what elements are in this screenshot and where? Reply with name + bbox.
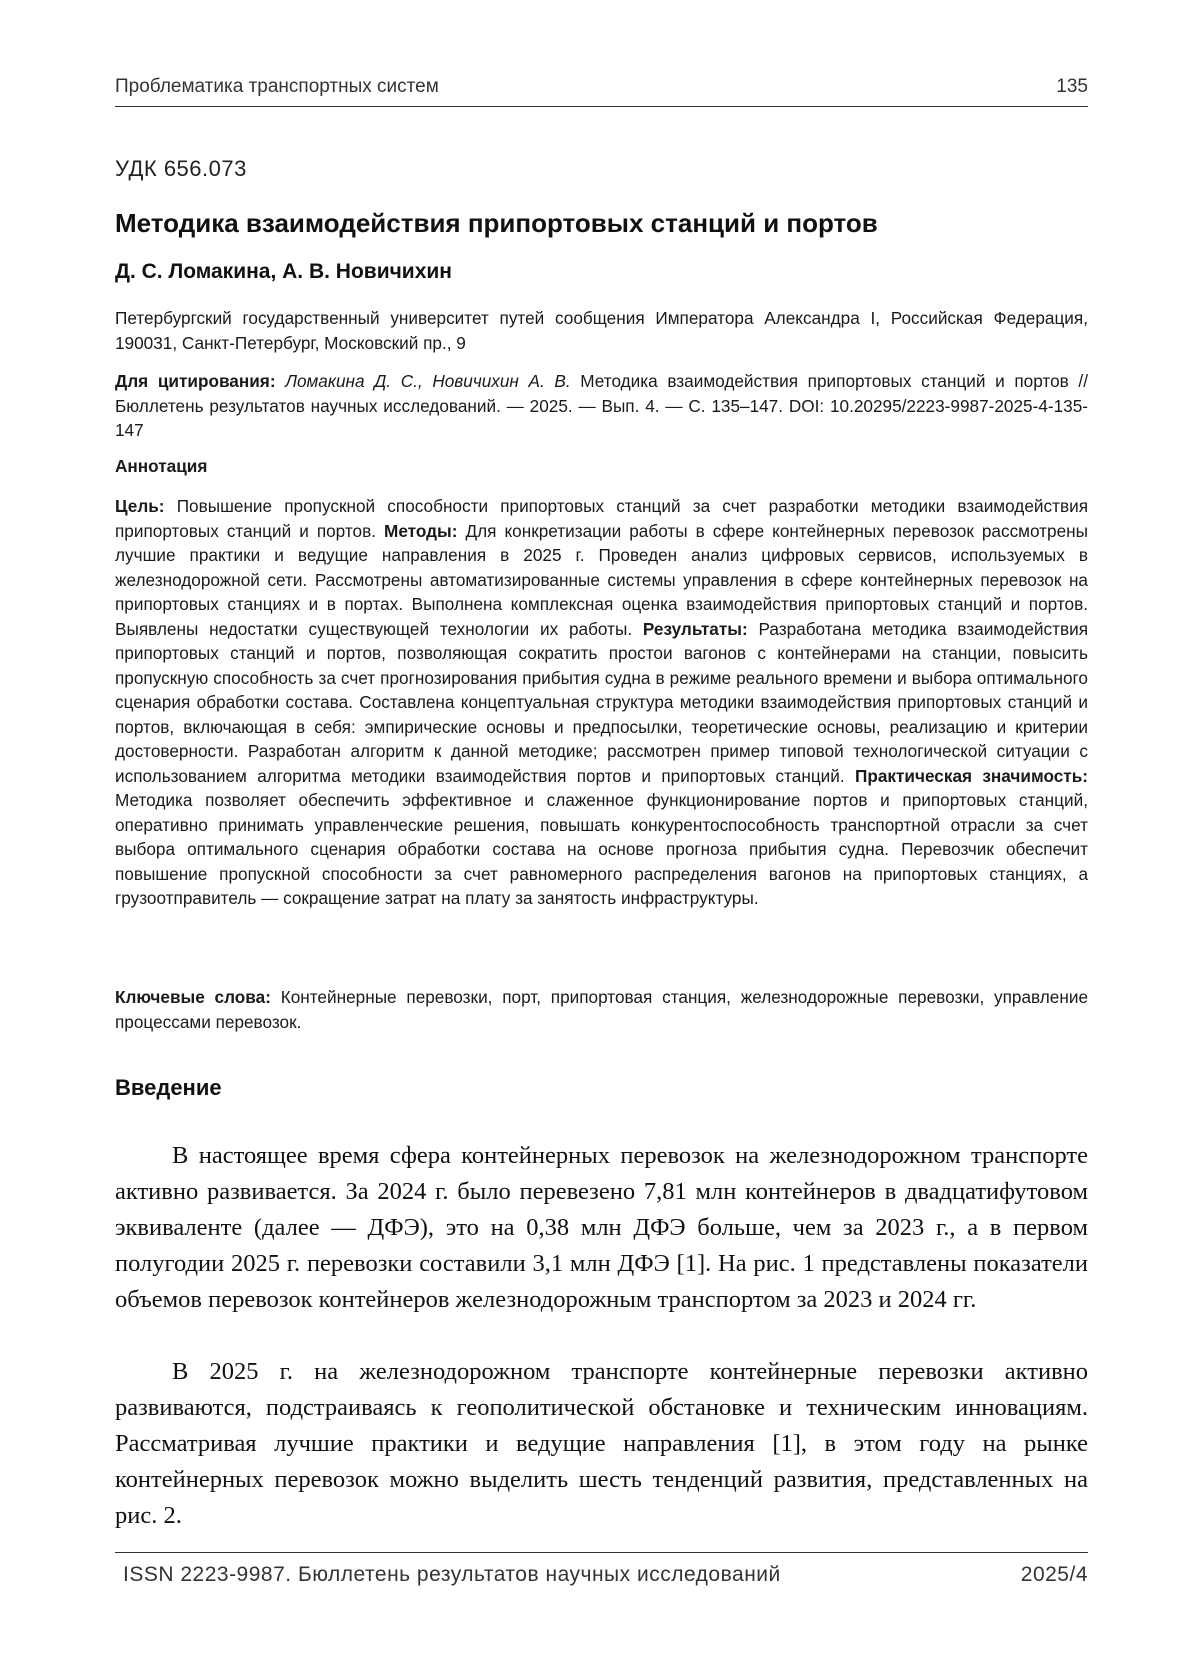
results-label: Результаты: [642, 618, 748, 639]
footer-journal: ISSN 2223-9987. Бюллетень результатов научных исследований [123, 1563, 781, 1586]
running-header [115, 76, 1088, 107]
footer-issue: 2025/4 [1020, 1563, 1088, 1586]
goal-label: Цель: [115, 496, 165, 516]
methods-text: Для конкретизации работы в сфере контейнерных перевозок рассмотрены лучшие практики и ведущие направления в 2025 г. Проведен анализ цифровых сервисов, используемых в железнодорожной сети. Рассмотрены автоматизированные системы управления в сфере контейнерных перевозок на припортовых станциях и в портах. Выполнена комплексная оценка взаимодействия припортовых станций и портов. Выявлены недостатки существующей технологии их работы. [115, 520, 1089, 639]
abstract [115, 494, 1088, 911]
citation-authors: Ломакина Д. С., Новичихин А. В. [285, 371, 571, 391]
introduction-paragraph-1 [115, 1138, 1088, 1318]
keywords-text: Контейнерные перевозки, порт, припортовая станция, железнодорожные перевозки, управление процессами перевозок. [115, 987, 1089, 1032]
affiliation: Петербургский государственный университет путей сообщения Императора Александра I, Российская Федерация, 190031, Санкт-Петербург, Московский пр., 9 [115, 308, 1088, 353]
keywords-label: Ключевые слова: [115, 987, 271, 1007]
citation [115, 369, 1088, 443]
journal-section: Проблематика транспортных систем [115, 76, 439, 97]
introduction-paragraph-2 [115, 1354, 1088, 1534]
goal-text: Повышение пропускной способности припортовых станций за счет разработки методики взаимодействия припортовых станций и портов. [115, 496, 1088, 541]
running-footer [115, 1552, 1088, 1593]
paragraph-text: В 2025 г. на железнодорожном транспорте контейнерные перевозки активно развиваются, подстраиваясь к геополитической обстановке и техническим инновациям. Рассматривая лучшие практики и ведущие направления [1], в этом году на рынке контейнерных перевозок можно выделить шесть тенденций развития, представленных на рис. 2. [115, 1358, 1088, 1529]
methods-label: Методы: [384, 520, 458, 541]
udk-code: УДК 656.073 [115, 156, 247, 181]
page-number: 135 [1056, 76, 1088, 97]
citation-text: Методика взаимодействия припортовых станций и портов // Бюллетень результатов научных исследований. — 2025. — Вып. 4. — С. 135–147. DOI: 10.20295/2223-9987-2025-4-135-147 [115, 371, 1088, 440]
results-text: Разработана методика взаимодействия припортовых станций и портов, позволяющая сократить простои вагонов с контейнерами на станции, повысить пропускную способность за счет прогнозирования прибытия судна в режиме реального времени и выбора оптимального сценария обработки состава. Составлена концептуальная структура методики взаимодействия припортовых станций и портов, включающая в себя: эмпирические основы и предпосылки, теоретические основы, реализацию и критерии достоверности. Разработан алгоритм к данной методике; рассмотрен пример типовой технологической ситуации с использованием алгоритма методики взаимодействия портов и припортовых станций. [115, 618, 1088, 786]
introduction-heading: Введение [115, 1075, 222, 1100]
annotation-heading: Аннотация [115, 456, 208, 476]
practical-text: Методика позволяет обеспечить эффективное и слаженное функционирование портов и припортовых станций, оперативно принимать управленческие решения, повышать конкурентоспособность транспортной отрасли за счет выбора оптимального сценария обработки состава на основе прогноза прибытия судна. Перевозчик обеспечит повышение пропускной способности за счет равномерного распределения вагонов на припортовых станциях, а грузоотправитель — сокращение затрат на плату за занятость инфраструктуры. [115, 790, 1088, 908]
article-authors: Д. С. Ломакина, А. В. Новичихин [115, 260, 452, 283]
citation-label: Для цитирования: [115, 371, 276, 391]
keywords [115, 985, 1088, 1034]
paragraph-text: В настоящее время сфера контейнерных перевозок на железнодорожном транспорте активно развивается. За 2024 г. было перевезено 7,81 млн контейнеров в двадцатифутовом эквиваленте (далее — ДФЭ), это на 0,38 млн ДФЭ больше, чем за 2023 г., а в первом полугодии 2025 г. перевозки составили 3,1 млн ДФЭ [1]. На рис. 1 представлены показатели объемов перевозок контейнеров железнодорожным транспортом за 2023 и 2024 гг. [115, 1142, 1088, 1313]
article-title: Методика взаимодействия припортовых станций и портов [115, 208, 878, 238]
practical-label: Практическая значимость: [854, 765, 1088, 786]
